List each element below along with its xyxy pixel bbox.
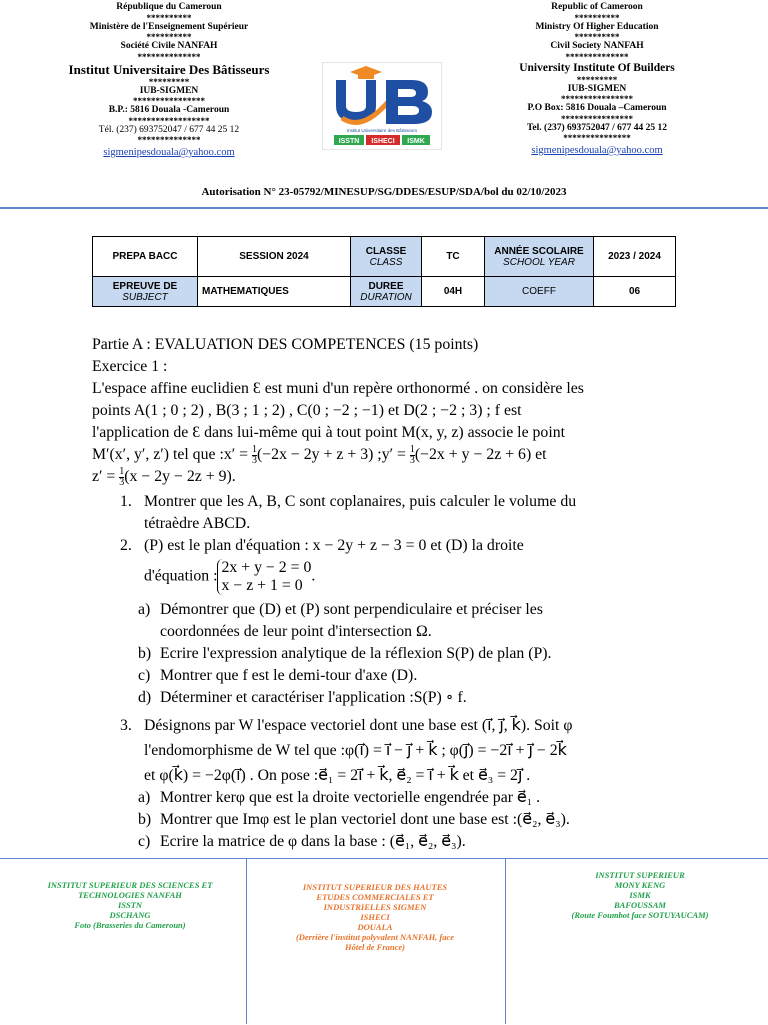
q-text: Montrer kerφ que est la droite vectorielle engendrée par e⃗₁ . <box>160 789 541 806</box>
po-box: P.O Box: 5816 Douala –Cameroun <box>527 103 667 113</box>
phone: Tél. (237) 693752047 / 677 44 25 12 <box>98 124 240 135</box>
header-right <box>472 2 722 160</box>
footer-line: (Derrière l'institut polyvalent NANFAH, face <box>295 932 455 942</box>
exercice-title: Exercice 1 : <box>92 358 168 375</box>
question-1-cont: tétraèdre ABCD. <box>144 515 251 532</box>
partie-title: Partie A : EVALUATION DES COMPETENCES (15 points) <box>92 336 479 353</box>
footer-line: ISMK <box>629 890 651 900</box>
duree-fr: DUREE <box>368 280 404 292</box>
separator: ********** <box>146 12 192 23</box>
header-divider <box>0 207 768 209</box>
footer-line: TECHNOLOGIES NANFAH <box>78 890 182 900</box>
question-3c <box>138 831 712 853</box>
q-letter: d) <box>138 689 152 706</box>
separator: ********** <box>574 12 620 23</box>
q-letter: a) <box>138 789 151 806</box>
footer-line: INSTITUT SUPERIEUR DES SCIENCES ET <box>47 880 213 890</box>
intro-line: points A(1 ; 0 ; 2) , B(3 ; 1 ; 2) , C(0 ; −2 ; −1) et D(2 ; −2 ; 3) ; f est <box>92 402 522 419</box>
epreuve-value: MATHEMATIQUES <box>198 277 351 307</box>
footer-line: Hôtel de France) <box>345 942 405 952</box>
equation: x − z + 1 = 0 <box>221 577 303 594</box>
question-3a <box>138 787 712 809</box>
email-link[interactable]: sigmenipesdouala@yahoo.com <box>531 145 663 156</box>
coeff-value: 06 <box>594 277 676 307</box>
frac-num: 1 <box>409 443 415 455</box>
classe-value: TC <box>422 237 485 277</box>
intro-seg: (−2x − 2y + z + 3) ;y′ = <box>257 446 410 463</box>
q-letter: c) <box>138 833 151 850</box>
footer-line: INDUSTRIELLES SIGMEN <box>323 902 427 912</box>
intro-seg: z′ = <box>92 468 120 485</box>
question-3-cont: et φ(k⃗) = −2φ(i⃗) . On pose :e⃗₁ = 2i⃗ + k⃗, e⃗₂ = i⃗ + k⃗ et e⃗₃ = 2j⃗ . <box>144 767 531 784</box>
separator: ********* <box>576 74 618 85</box>
intro-seg: (−2x + y − 2z + 6) et <box>414 446 547 463</box>
intro-line: L'espace affine euclidien Ɛ est muni d'un repère orthonormé . on considère les <box>92 380 584 397</box>
session-cell: SESSION 2024 <box>198 237 351 277</box>
separator: ********** <box>146 32 192 42</box>
separator: ********* <box>148 76 190 87</box>
question-2b <box>138 643 712 665</box>
separator: ****************** <box>128 115 210 126</box>
question-2-system <box>144 559 712 595</box>
ministry-fr: Ministère de l'Enseignement Supérieur <box>89 21 249 32</box>
annee-fr: ANNÉE SCOLAIRE <box>494 245 584 257</box>
email-link[interactable]: sigmenipesdouala@yahoo.com <box>103 147 235 158</box>
q-number: 2. <box>120 537 132 554</box>
separator: **************** <box>561 113 633 124</box>
footer-line: DOUALA <box>357 922 393 932</box>
intro-line <box>92 466 712 488</box>
frac-num: 1 <box>119 465 125 477</box>
iub-code: IUB-SIGMEN <box>567 83 627 94</box>
iub-logo <box>322 62 442 150</box>
ministry-en: Ministry Of Higher Education <box>535 21 659 32</box>
logo-tag: ISSTN <box>338 138 360 145</box>
question-3 <box>120 715 712 737</box>
footer-line: Foto (Brasseries du Cameroun) <box>74 920 186 930</box>
q-text: Montrer que f est le demi-tour d'axe (D). <box>160 667 418 684</box>
footer-line: INSTITUT SUPERIEUR DES HAUTES <box>302 882 448 892</box>
po-box: B.P.: 5816 Douala -Cameroun <box>108 105 230 115</box>
classe-fr: CLASSE <box>365 245 407 257</box>
coeff-label: COEFF <box>485 277 594 307</box>
country-fr: République du Cameroun <box>116 2 222 12</box>
logo-caption: Institut Universitaire des Bâtisseurs <box>346 128 418 133</box>
logo-tag: ISMK <box>407 138 425 145</box>
classe-en: CLASS <box>369 256 403 268</box>
intro-seg: (x − 2y − 2z + 9). <box>124 468 236 485</box>
separator: *************** <box>563 133 631 143</box>
intro-seg: M′(x′, y′, z′) tel que :x′ = <box>92 446 252 463</box>
question-2a-cont: coordonnées de leur point d'intersection Ω. <box>160 623 432 640</box>
q-letter: b) <box>138 811 152 828</box>
classe-label <box>351 237 422 277</box>
footer-line: INSTITUT SUPERIEUR <box>595 870 685 880</box>
q-number: 1. <box>120 493 132 510</box>
frac-den: 3 <box>409 454 415 466</box>
frac-num: 1 <box>252 443 257 455</box>
q-text: (P) est le plan d'équation : x − 2y + z − 3 = 0 et (D) la droite <box>144 537 524 554</box>
frac-den: 3 <box>252 454 257 466</box>
footer-line: BAFOUSSAM <box>614 900 666 910</box>
phone: Tel. (237) 693752047 / 677 44 25 12 <box>526 122 668 133</box>
institute-en: University Institute Of Builders <box>519 61 675 74</box>
epreuve-fr: EPREUVE DE <box>112 280 178 292</box>
question-2c <box>138 665 712 687</box>
prepa-cell: PREPA BACC <box>93 237 198 277</box>
header-left <box>44 2 294 162</box>
footer-ismk <box>540 870 740 920</box>
footer-line: ISSTN <box>117 900 143 910</box>
separator: ************** <box>137 135 201 145</box>
footer-line: ETUDES COMMERCIALES ET <box>316 892 434 902</box>
question-3b <box>138 809 712 831</box>
question-2d <box>138 687 712 709</box>
intro-line <box>92 444 712 466</box>
annee-en: SCHOOL YEAR <box>503 256 575 268</box>
institute-fr: Institut Universitaire Des Bâtisseurs <box>68 61 270 77</box>
society-fr: Société Civile NANFAH <box>120 41 218 51</box>
epreuve-label <box>93 277 198 307</box>
q-text: Montrer que Imφ est le plan vectoriel dont une base est :(e⃗₂, e⃗₃). <box>160 811 570 828</box>
q-text: d'équation : <box>144 567 218 585</box>
exam-info-table <box>92 236 676 307</box>
authorization: Autorisation N° 23-05792/MINESUP/SG/DDES/ESUP/SDA/bol du 02/10/2023 <box>201 186 567 198</box>
equation: 2x + y − 2 = 0 <box>221 559 312 576</box>
annee-label <box>485 237 594 277</box>
iub-code: IUB-SIGMEN <box>139 85 199 96</box>
frac-den: 3 <box>119 476 125 488</box>
equation-system <box>217 559 311 595</box>
country-en: Republic of Cameroon <box>551 2 643 12</box>
q-text: . <box>311 567 316 585</box>
q-letter: b) <box>138 645 152 662</box>
footer-divider <box>505 858 506 1024</box>
duree-label <box>351 277 422 307</box>
footer-line: (Route Foumbot face SOTUYAUCAM) <box>571 910 709 920</box>
footer-isstn <box>20 880 240 930</box>
footer-line: MONY KENG <box>614 880 666 890</box>
footer-line: DSCHANG <box>109 910 151 920</box>
question-2a <box>138 599 712 621</box>
separator: ************** <box>137 51 201 62</box>
annee-value: 2023 / 2024 <box>594 237 676 277</box>
duree-value: 04H <box>422 277 485 307</box>
q-number: 3. <box>120 717 132 734</box>
q-text: Démontrer que (D) et (P) sont perpendiculaire et préciser les <box>160 601 543 618</box>
question-2 <box>120 535 712 557</box>
q-text: Ecrire la matrice de φ dans la base : (e⃗₁, e⃗₂, e⃗₃). <box>160 833 466 850</box>
intro-line: l'application de Ɛ dans lui-même qui à tout point M(x, y, z) associe le point <box>92 424 566 441</box>
question-1 <box>120 491 712 513</box>
q-text: Désignons par W l'espace vectoriel dont une base est (i⃗, j⃗, k⃗). Soit φ <box>144 717 573 734</box>
q-letter: a) <box>138 601 151 618</box>
footer-line: ISHECI <box>360 912 390 922</box>
exam-content <box>92 334 712 853</box>
duree-en: DURATION <box>360 291 412 303</box>
q-text: Déterminer et caractériser l'application :S(P) ∘ f. <box>160 689 467 706</box>
separator: ********** <box>574 32 620 42</box>
epreuve-en: SUBJECT <box>122 291 168 303</box>
footer-isheci <box>280 882 470 952</box>
question-3-cont: l'endomorphisme de W tel que :φ(i⃗) = i⃗ − j⃗ + k⃗ ; φ(j⃗) = −2i⃗ + j⃗ − 2k⃗ <box>144 742 567 759</box>
society-en: Civil Society NANFAH <box>550 41 644 51</box>
separator: **************** <box>133 96 205 106</box>
separator: ************** <box>565 51 629 62</box>
q-text: Ecrire l'expression analytique de la réflexion S(P) de plan (P). <box>160 645 552 662</box>
q-text: Montrer que les A, B, C sont coplanaires, puis calculer le volume du <box>144 493 577 510</box>
logo-tag: ISHECI <box>371 138 395 145</box>
separator: **************** <box>561 94 633 104</box>
footer-divider <box>246 858 247 1024</box>
q-letter: c) <box>138 667 151 684</box>
